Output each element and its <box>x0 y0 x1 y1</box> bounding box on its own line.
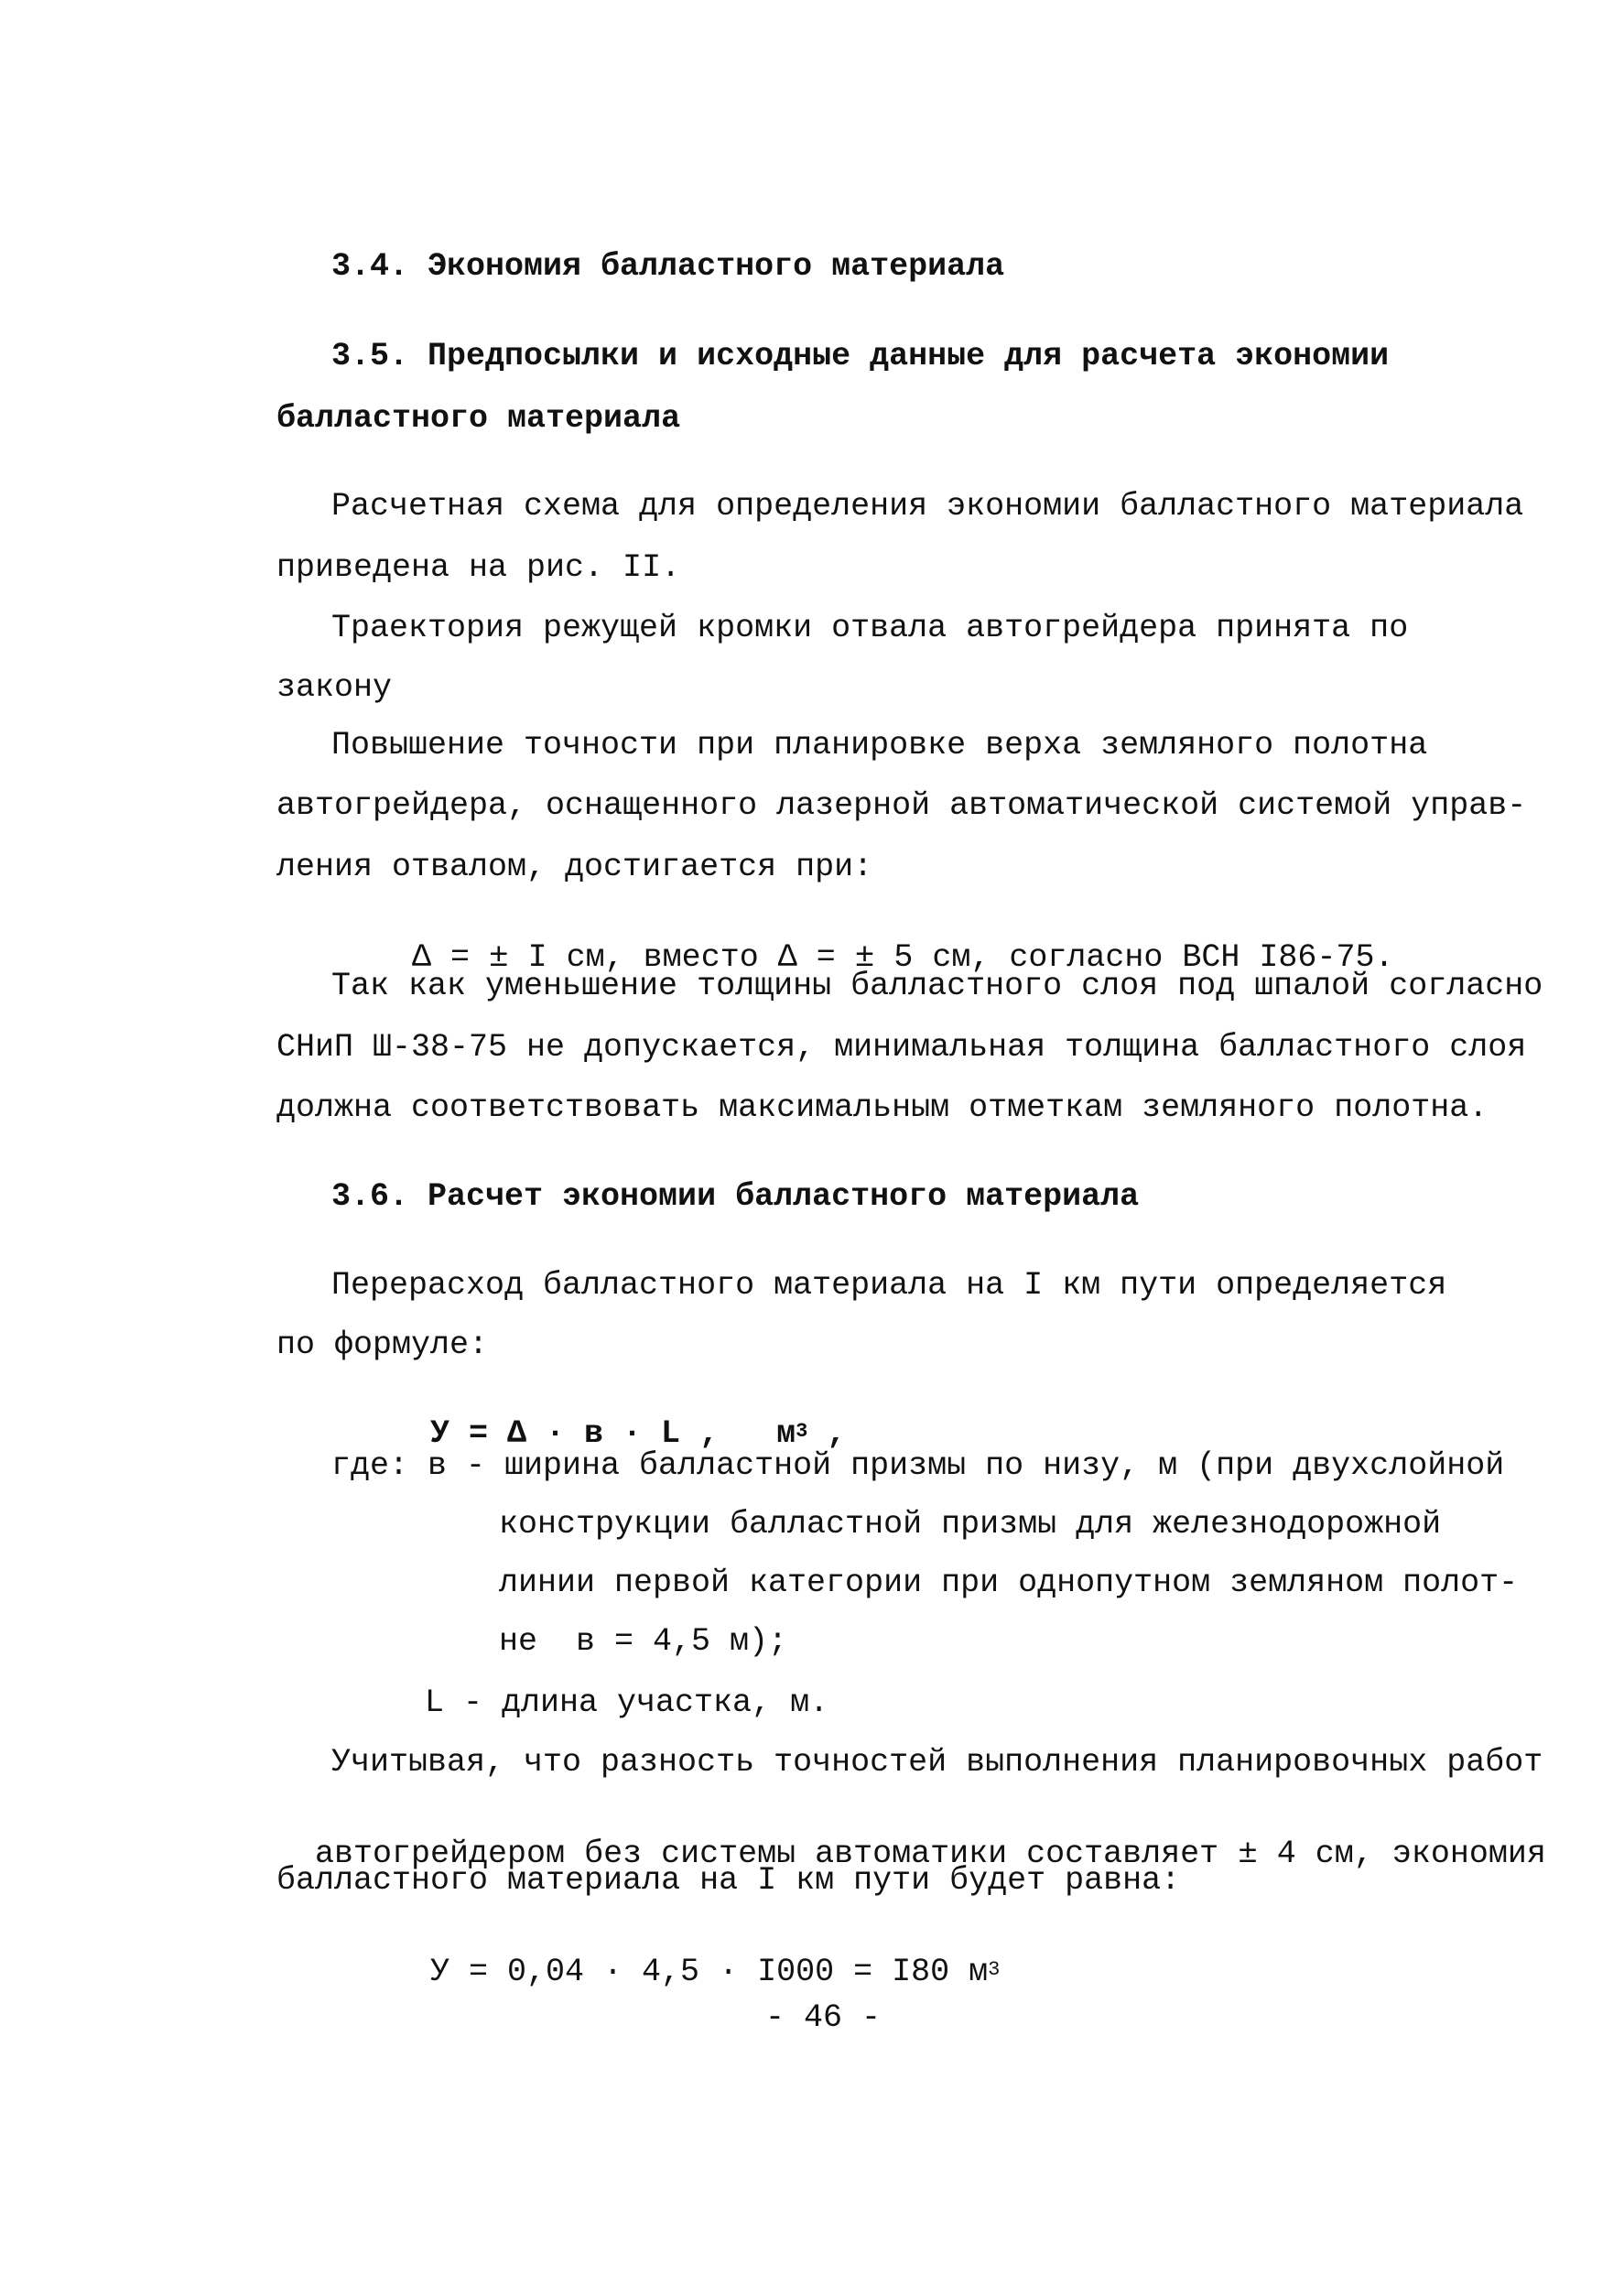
section-title-3-4: 3.4. Экономия балластного материала <box>331 248 1005 285</box>
superscript: 3 <box>988 1958 1001 1981</box>
formula-tail: , <box>807 1415 847 1452</box>
equals: = <box>431 939 490 976</box>
text-segment: 4 см, экономия <box>1257 1836 1546 1872</box>
accuracy-value: 5 см, согласно ВСН I86-75. <box>874 939 1394 976</box>
paragraph-line: Учитывая, что разность точностей выполнения планировочных работ <box>331 1744 1543 1781</box>
accuracy-formula <box>374 909 1393 974</box>
equals: = <box>796 939 855 976</box>
plus-minus: ± <box>489 938 509 976</box>
where-line: не в = 4,5 м); <box>499 1623 788 1660</box>
paragraph-line: закону <box>276 669 393 706</box>
section-title-3-5-line2: балластного материала <box>276 400 681 437</box>
result-formula <box>392 1924 1000 1988</box>
plus-minus: ± <box>1238 1835 1258 1872</box>
paragraph-line: Расчетная схема для определения экономии балластного материала <box>331 488 1524 525</box>
section-title-3-5-line1: 3.5. Предпосылки и исходные данные для расчета экономии <box>331 338 1390 374</box>
page-number: - 46 - <box>765 1999 882 2036</box>
delta-symbol: Δ <box>412 939 432 976</box>
paragraph-line: СНиП Ш-38-75 не допускается, минимальная толщина балластного слоя <box>276 1029 1527 1066</box>
formula-body: У = 0,04 · 4,5 · I000 = I80 м <box>430 1954 989 1990</box>
delta-symbol: Δ <box>777 939 797 976</box>
paragraph-line: балластного материала на I км пути будет равна: <box>276 1862 1181 1899</box>
where-line: L - длина участка, м. <box>425 1684 829 1721</box>
superscript: 3 <box>796 1420 808 1443</box>
where-line: конструкции балластной призмы для железнодорожной <box>499 1506 1442 1543</box>
paragraph-line: Повышение точности при планировке верха земляного полотна <box>331 727 1428 763</box>
paragraph-line: по формуле: <box>276 1327 489 1363</box>
formula-body: У = Δ · в · L , м <box>430 1415 796 1452</box>
accuracy-value: I см, вместо <box>508 939 778 976</box>
paragraph-line: Траектория режущей кромки отвала автогрейдера принята по <box>331 610 1409 646</box>
paragraph-line: ления отвалом, достигается при: <box>276 849 873 885</box>
paragraph-line: приведена на рис. II. <box>276 549 681 586</box>
where-line: где: в - ширина балластной призмы по низу, м (при двухслойной <box>331 1447 1505 1484</box>
text-segment: автогрейдером без системы автоматики составляет <box>315 1836 1239 1872</box>
paragraph-line <box>276 1805 1546 1870</box>
paragraph-line: должна соответствовать максимальным отметкам земляного полотна. <box>276 1089 1489 1126</box>
waste-formula <box>392 1386 846 1450</box>
section-title-3-6: 3.6. Расчет экономии балластного материала <box>331 1178 1140 1215</box>
paragraph-line: Перерасход балластного материала на I км пути определяется <box>331 1267 1447 1304</box>
paragraph-line: автогрейдера, оснащенного лазерной автоматической системой управ- <box>276 787 1527 824</box>
paragraph-line: Так как уменьшение толщины балластного слоя под шпалой согласно <box>331 968 1543 1004</box>
plus-minus: ± <box>854 938 875 976</box>
where-line: линии первой категории при однопутном земляном полот- <box>499 1565 1519 1601</box>
